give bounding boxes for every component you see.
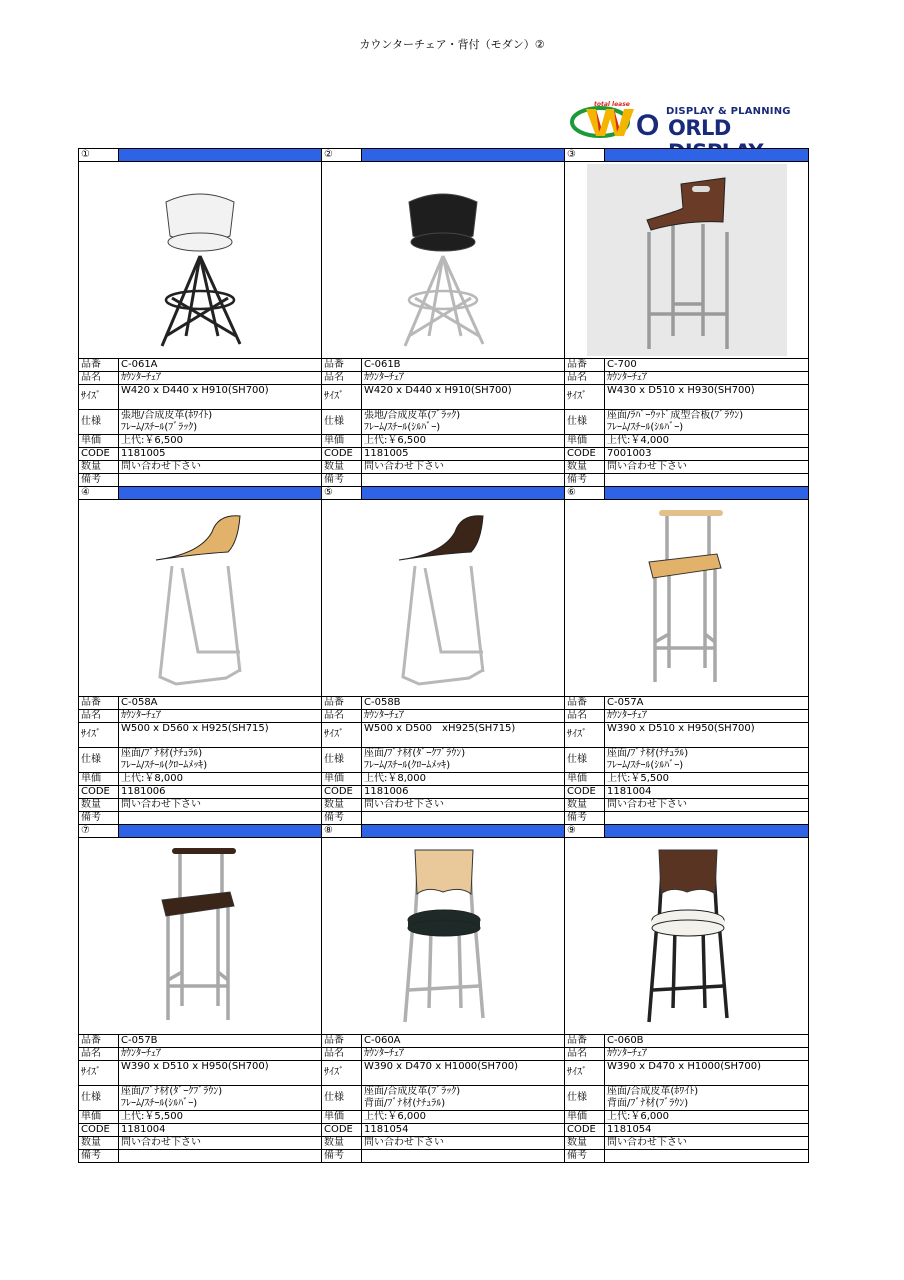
item-code: 1181006 <box>119 786 322 799</box>
row-label-size: ｻｲｽﾞ <box>565 723 605 748</box>
item-note <box>605 1150 809 1163</box>
item-size: W390 x D470 x H1000(SH700) <box>362 1061 565 1086</box>
item-header-bar <box>119 487 322 500</box>
row-label-name: 品名 <box>322 372 362 385</box>
item-code_no: C-061A <box>119 359 322 372</box>
item-size: W420 x D440 x H910(SH700) <box>362 385 565 410</box>
row-label-size: ｻｲｽﾞ <box>322 723 362 748</box>
item-spec <box>362 748 565 773</box>
item-spec <box>119 410 322 435</box>
item-code_no: C-060A <box>362 1035 565 1048</box>
row-label-size: ｻｲｽﾞ <box>79 385 119 410</box>
item-note <box>119 1150 322 1163</box>
row-label-qty: 数量 <box>79 799 119 812</box>
item-spec-line2: ﾌﾚｰﾑ/ｽﾁｰﾙ(ﾌﾞﾗｯｸ) <box>121 422 198 433</box>
item-spec <box>362 410 565 435</box>
item-spec-line1: 座面/ﾌﾞﾅ材(ﾀﾞｰｸﾌﾞﾗｳﾝ) <box>364 748 466 759</box>
item-code_no: C-058B <box>362 697 565 710</box>
item-qty: 問い合わせ下さい <box>119 1137 322 1150</box>
item-number: ⑦ <box>79 825 119 838</box>
item-spec-line2: ﾌﾚｰﾑ/ｽﾁｰﾙ(ｼﾙﾊﾞｰ) <box>364 422 441 433</box>
item-code_no: C-061B <box>362 359 565 372</box>
item-size: W390 x D510 x H950(SH700) <box>119 1061 322 1086</box>
item-note <box>362 812 565 825</box>
item-code: 7001003 <box>605 448 809 461</box>
row-label-note: 備考 <box>79 1150 119 1163</box>
item-code_no: C-058A <box>119 697 322 710</box>
row-label-price: 単価 <box>565 773 605 786</box>
item-name: ｶｳﾝﾀｰﾁｪｱ <box>362 710 565 723</box>
row-label-note: 備考 <box>79 474 119 487</box>
item-qty: 問い合わせ下さい <box>605 461 809 474</box>
svg-text:O: O <box>636 109 660 139</box>
item-price: 上代:￥6,000 <box>362 1111 565 1124</box>
item-spec-line1: 座面/合成皮革(ﾌﾞﾗｯｸ) <box>364 1086 461 1097</box>
item-spec-line1: 座面/ﾗﾊﾞｰｳｯﾄﾞ成型合板(ﾌﾞﾗｳﾝ) <box>607 410 744 421</box>
row-label-name: 品名 <box>79 710 119 723</box>
item-price: 上代:￥6,500 <box>362 435 565 448</box>
row-label-spec: 仕様 <box>79 1086 119 1111</box>
item-spec-line1: 座面/合成皮革(ﾎﾜｲﾄ) <box>607 1086 699 1097</box>
item-price: 上代:￥8,000 <box>119 773 322 786</box>
row-label-code_no: 品番 <box>565 359 605 372</box>
row-label-price: 単価 <box>565 1111 605 1124</box>
photo-cell <box>322 500 565 697</box>
row-label-code_no: 品番 <box>322 697 362 710</box>
row-label-price: 単価 <box>322 773 362 786</box>
natural-ladder-stool-icon <box>587 502 787 694</box>
row-label-qty: 数量 <box>565 1137 605 1150</box>
row-label-qty: 数量 <box>322 1137 362 1150</box>
row-label-note: 備考 <box>565 474 605 487</box>
row-label-name: 品名 <box>565 1048 605 1061</box>
row-label-price: 単価 <box>322 1111 362 1124</box>
item-spec-line1: 座面/ﾌﾞﾅ材(ﾅﾁｭﾗﾙ) <box>607 748 689 759</box>
item-number: ⑧ <box>322 825 362 838</box>
item-code_no: C-057A <box>605 697 809 710</box>
item-number: ⑥ <box>565 487 605 500</box>
item-size: W420 x D440 x H910(SH700) <box>119 385 322 410</box>
item-size: W500 x D500 xH925(SH715) <box>362 723 565 748</box>
row-label-code_no: 品番 <box>322 1035 362 1048</box>
row-label-code: CODE <box>79 786 119 799</box>
item-spec-line2: 背面/ﾌﾞﾅ材(ﾌﾞﾗｳﾝ) <box>607 1098 689 1109</box>
black-eiffel-stool-icon <box>343 164 543 356</box>
row-label-code: CODE <box>79 448 119 461</box>
logo-line2: ORLD <box>668 116 731 140</box>
item-code_no: C-700 <box>605 359 809 372</box>
row-label-note: 備考 <box>322 812 362 825</box>
item-price: 上代:￥6,500 <box>119 435 322 448</box>
item-code: 1181005 <box>362 448 565 461</box>
item-spec-line2: ﾌﾚｰﾑ/ｽﾁｰﾙ(ｸﾛｰﾑﾒｯｷ) <box>121 760 208 771</box>
item-header-bar <box>119 825 322 838</box>
item-header-bar <box>362 825 565 838</box>
row-label-spec: 仕様 <box>565 748 605 773</box>
row-label-code: CODE <box>79 1124 119 1137</box>
item-header-bar <box>362 487 565 500</box>
item-spec-line2: ﾌﾚｰﾑ/ｽﾁｰﾙ(ｼﾙﾊﾞｰ) <box>607 760 684 771</box>
row-label-spec: 仕様 <box>322 1086 362 1111</box>
row-label-note: 備考 <box>79 812 119 825</box>
item-price: 上代:￥6,000 <box>605 1111 809 1124</box>
row-label-note: 備考 <box>565 812 605 825</box>
item-qty: 問い合わせ下さい <box>605 1137 809 1150</box>
item-size: W390 x D510 x H950(SH700) <box>605 723 809 748</box>
row-label-price: 単価 <box>565 435 605 448</box>
item-qty: 問い合わせ下さい <box>119 461 322 474</box>
item-spec <box>119 1086 322 1111</box>
item-code: 1181004 <box>119 1124 322 1137</box>
world-display-logo-icon <box>570 105 662 139</box>
row-label-code: CODE <box>322 1124 362 1137</box>
row-label-note: 備考 <box>322 474 362 487</box>
item-name: ｶｳﾝﾀｰﾁｪｱ <box>605 710 809 723</box>
company-logo <box>570 100 800 142</box>
row-label-spec: 仕様 <box>79 748 119 773</box>
item-qty: 問い合わせ下さい <box>362 799 565 812</box>
item-header-bar <box>605 487 809 500</box>
item-number: ③ <box>565 149 605 162</box>
item-note <box>119 474 322 487</box>
item-note <box>119 812 322 825</box>
item-size: W430 x D510 x H930(SH700) <box>605 385 809 410</box>
item-name: ｶｳﾝﾀｰﾁｪｱ <box>605 372 809 385</box>
row-label-name: 品名 <box>322 1048 362 1061</box>
item-spec <box>605 1086 809 1111</box>
photo-cell <box>565 500 809 697</box>
item-name: ｶｳﾝﾀｰﾁｪｱ <box>119 372 322 385</box>
row-label-name: 品名 <box>79 372 119 385</box>
item-header-bar <box>605 149 809 162</box>
row-label-code_no: 品番 <box>79 1035 119 1048</box>
row-label-size: ｻｲｽﾞ <box>565 385 605 410</box>
photo-cell <box>79 500 322 697</box>
row-label-note: 備考 <box>565 1150 605 1163</box>
black-padded-stool-icon <box>343 840 543 1032</box>
item-header-bar <box>362 149 565 162</box>
white-padded-stool-icon <box>587 840 787 1032</box>
item-size: W390 x D470 x H1000(SH700) <box>605 1061 809 1086</box>
row-label-name: 品名 <box>565 372 605 385</box>
row-label-code: CODE <box>565 1124 605 1137</box>
photo-cell <box>79 162 322 359</box>
item-price: 上代:￥8,000 <box>362 773 565 786</box>
item-number: ⑤ <box>322 487 362 500</box>
item-code: 1181006 <box>362 786 565 799</box>
row-label-note: 備考 <box>322 1150 362 1163</box>
item-spec <box>605 410 809 435</box>
item-code: 1181054 <box>362 1124 565 1137</box>
row-label-size: ｻｲｽﾞ <box>565 1061 605 1086</box>
row-label-price: 単価 <box>79 435 119 448</box>
item-spec-line1: 座面/ﾌﾞﾅ材(ﾀﾞｰｸﾌﾞﾗｳﾝ) <box>121 1086 223 1097</box>
item-spec <box>119 748 322 773</box>
item-name: ｶｳﾝﾀｰﾁｪｱ <box>605 1048 809 1061</box>
row-label-spec: 仕様 <box>565 1086 605 1111</box>
row-label-name: 品名 <box>322 710 362 723</box>
row-label-code: CODE <box>565 448 605 461</box>
row-label-spec: 仕様 <box>565 410 605 435</box>
item-price: 上代:￥5,500 <box>119 1111 322 1124</box>
item-code: 1181054 <box>605 1124 809 1137</box>
row-label-price: 単価 <box>79 1111 119 1124</box>
item-note <box>605 474 809 487</box>
plywood-back-chair-icon <box>587 164 787 356</box>
item-name: ｶｳﾝﾀｰﾁｪｱ <box>362 1048 565 1061</box>
row-label-size: ｻｲｽﾞ <box>322 385 362 410</box>
row-label-code: CODE <box>565 786 605 799</box>
row-label-name: 品名 <box>79 1048 119 1061</box>
photo-cell <box>322 838 565 1035</box>
natural-shell-stool-icon <box>100 502 300 694</box>
item-spec-line1: 座面/ﾌﾞﾅ材(ﾅﾁｭﾗﾙ) <box>121 748 203 759</box>
row-label-code: CODE <box>322 448 362 461</box>
item-price: 上代:￥5,500 <box>605 773 809 786</box>
item-number: ② <box>322 149 362 162</box>
item-qty: 問い合わせ下さい <box>605 799 809 812</box>
logo-tagline: total lease <box>594 101 630 108</box>
row-label-qty: 数量 <box>322 461 362 474</box>
item-name: ｶｳﾝﾀｰﾁｪｱ <box>119 710 322 723</box>
row-label-code_no: 品番 <box>79 697 119 710</box>
item-header-bar <box>119 149 322 162</box>
item-name: ｶｳﾝﾀｰﾁｪｱ <box>362 372 565 385</box>
product-table <box>78 148 809 1163</box>
item-spec-line1: 張地/合成皮革(ﾌﾞﾗｯｸ) <box>364 410 461 421</box>
page-title: カウンターチェア・背付（モダン）② <box>359 38 545 51</box>
item-note <box>605 812 809 825</box>
row-label-spec: 仕様 <box>322 748 362 773</box>
row-label-code_no: 品番 <box>565 1035 605 1048</box>
item-note <box>362 1150 565 1163</box>
white-eiffel-stool-icon <box>100 164 300 356</box>
photo-cell <box>565 838 809 1035</box>
item-qty: 問い合わせ下さい <box>362 461 565 474</box>
item-spec-line2: ﾌﾚｰﾑ/ｽﾁｰﾙ(ｼﾙﾊﾞｰ) <box>121 1098 198 1109</box>
item-spec <box>605 748 809 773</box>
item-number: ⑨ <box>565 825 605 838</box>
photo-cell <box>565 162 809 359</box>
item-spec <box>362 1086 565 1111</box>
row-label-qty: 数量 <box>565 461 605 474</box>
row-label-code: CODE <box>322 786 362 799</box>
item-number: ④ <box>79 487 119 500</box>
item-number: ① <box>79 149 119 162</box>
item-qty: 問い合わせ下さい <box>362 1137 565 1150</box>
item-size: W500 x D560 x H925(SH715) <box>119 723 322 748</box>
row-label-qty: 数量 <box>565 799 605 812</box>
row-label-name: 品名 <box>565 710 605 723</box>
row-label-code_no: 品番 <box>565 697 605 710</box>
row-label-qty: 数量 <box>79 1137 119 1150</box>
item-qty: 問い合わせ下さい <box>119 799 322 812</box>
dark-shell-stool-icon <box>343 502 543 694</box>
row-label-spec: 仕様 <box>322 410 362 435</box>
item-spec-line2: 背面/ﾌﾞﾅ材(ﾅﾁｭﾗﾙ) <box>364 1098 446 1109</box>
row-label-size: ｻｲｽﾞ <box>322 1061 362 1086</box>
item-spec-line2: ﾌﾚｰﾑ/ｽﾁｰﾙ(ｼﾙﾊﾞｰ) <box>607 422 684 433</box>
row-label-spec: 仕様 <box>79 410 119 435</box>
item-spec-line2: ﾌﾚｰﾑ/ｽﾁｰﾙ(ｸﾛｰﾑﾒｯｷ) <box>364 760 451 771</box>
item-code_no: C-060B <box>605 1035 809 1048</box>
item-header-bar <box>605 825 809 838</box>
item-code: 1181005 <box>119 448 322 461</box>
row-label-price: 単価 <box>322 435 362 448</box>
item-spec-line1: 張地/合成皮革(ﾎﾜｲﾄ) <box>121 410 213 421</box>
item-code: 1181004 <box>605 786 809 799</box>
row-label-size: ｻｲｽﾞ <box>79 723 119 748</box>
item-code_no: C-057B <box>119 1035 322 1048</box>
item-price: 上代:￥4,000 <box>605 435 809 448</box>
item-note <box>362 474 565 487</box>
row-label-qty: 数量 <box>322 799 362 812</box>
logo-line1: DISPLAY & PLANNING <box>666 106 791 117</box>
row-label-code_no: 品番 <box>79 359 119 372</box>
row-label-size: ｻｲｽﾞ <box>79 1061 119 1086</box>
dark-ladder-stool-icon <box>100 840 300 1032</box>
item-name: ｶｳﾝﾀｰﾁｪｱ <box>119 1048 322 1061</box>
row-label-code_no: 品番 <box>322 359 362 372</box>
row-label-qty: 数量 <box>79 461 119 474</box>
photo-cell <box>79 838 322 1035</box>
photo-cell <box>322 162 565 359</box>
row-label-price: 単価 <box>79 773 119 786</box>
